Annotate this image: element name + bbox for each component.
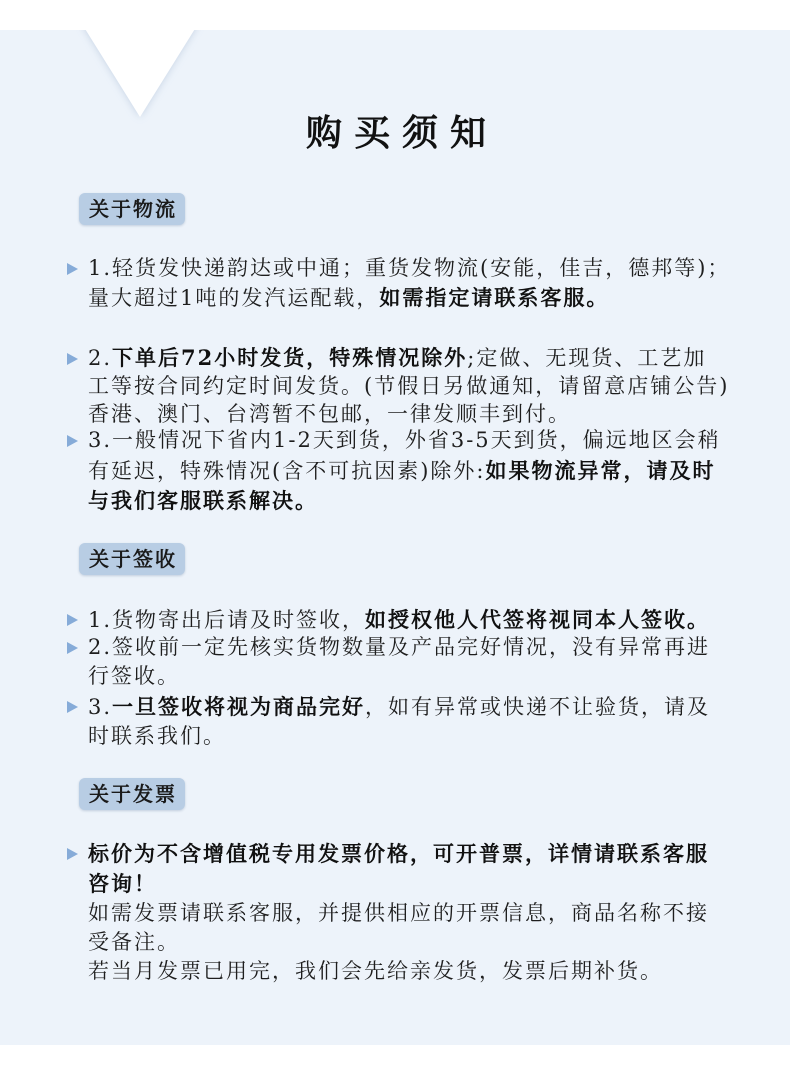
text-line (88, 662, 778, 691)
text-segment: ，如有异常或快递不让验货，请及 (365, 695, 711, 719)
text-line (88, 839, 778, 869)
emphasis-text: 一旦签收将视为商品完好 (112, 694, 366, 719)
text-segment: 1.轻货发快递韵达或中通；重货发物流(安能，佳吉，德邦等)； (88, 256, 731, 280)
emphasis-text: 如需指定请联系客服。 (379, 285, 610, 310)
text-line (88, 957, 778, 986)
text-line (88, 928, 778, 957)
emphasis-text: 与我们客服联系解决。 (88, 488, 318, 513)
list-item (88, 633, 778, 691)
triangle-right-icon (67, 848, 78, 860)
section-heading-logistics: 关于物流 (79, 193, 185, 225)
text-segment: 有延迟，特殊情况(含不可抗因素)除外: (88, 458, 486, 483)
triangle-right-icon (67, 701, 78, 713)
text-segment: ;定做、无现货、工艺加 (467, 346, 707, 370)
text-line (88, 254, 778, 283)
text-line (88, 486, 778, 517)
text-segment: 工等按合同约定时间发货。(节假日另做通知，请留意店铺公告) (88, 374, 730, 398)
emphasis-text: 咨询！ (88, 871, 157, 896)
triangle-right-icon (67, 614, 78, 626)
emphasis-text: 如果物流异常，请及时 (485, 457, 716, 483)
text-segment: 1.货物寄出后请及时签收， (88, 608, 366, 632)
text-segment: 3. (88, 695, 113, 719)
text-segment: 量大超过1吨的发汽运配载， (88, 286, 380, 310)
emphasis-text: 如授权他人代签将视同本人签收。 (365, 607, 711, 632)
triangle-right-icon (67, 642, 78, 654)
triangle-right-icon (67, 353, 78, 365)
list-item (88, 692, 778, 751)
text-line (88, 283, 778, 313)
section-heading-invoice: 关于发票 (79, 778, 185, 810)
triangle-right-icon (67, 435, 78, 447)
text-line (88, 605, 778, 635)
text-segment: 3.一般情况下省内1-2天到货，外省3-5天到货，偏远地区会稍 (88, 428, 721, 452)
text-line (88, 456, 778, 487)
text-line (88, 426, 778, 456)
page-title: 购买须知 (305, 112, 498, 154)
section-heading-signing: 关于签收 (79, 543, 185, 575)
emphasis-text: 标价为不含增值税专用发票价格，可开普票，详情请联系客服 (88, 841, 709, 866)
text-segment: 2.签收前一定先核实货物数量及产品完好情况，没有异常再进 (88, 635, 711, 659)
text-segment: 若当月发票已用完，我们会先给亲发货，发票后期补货。 (88, 959, 663, 983)
text-segment: 受备注。 (88, 930, 180, 954)
list-item (88, 839, 778, 986)
text-segment: 香港、澳门、台湾暂不包邮，一律发顺丰到付。 (88, 402, 571, 426)
text-segment: 时联系我们。 (88, 724, 226, 748)
list-item (88, 426, 778, 517)
list-item (88, 344, 778, 428)
list-item (88, 605, 778, 635)
triangle-right-icon (67, 263, 78, 275)
emphasis-text: 下单后72小时发货，特殊情况除外 (112, 345, 468, 370)
text-segment: 如需发票请联系客服，并提供相应的开票信息，商品名称不接 (88, 901, 709, 925)
text-line (88, 899, 778, 928)
text-line (88, 722, 778, 751)
text-line (88, 869, 778, 899)
text-line (88, 344, 778, 372)
text-segment: 2. (88, 346, 113, 370)
text-segment: 行签收。 (88, 664, 180, 688)
text-line (88, 633, 778, 662)
list-item (88, 254, 778, 313)
text-line (88, 372, 778, 400)
text-line (88, 400, 778, 428)
text-line (88, 692, 778, 722)
